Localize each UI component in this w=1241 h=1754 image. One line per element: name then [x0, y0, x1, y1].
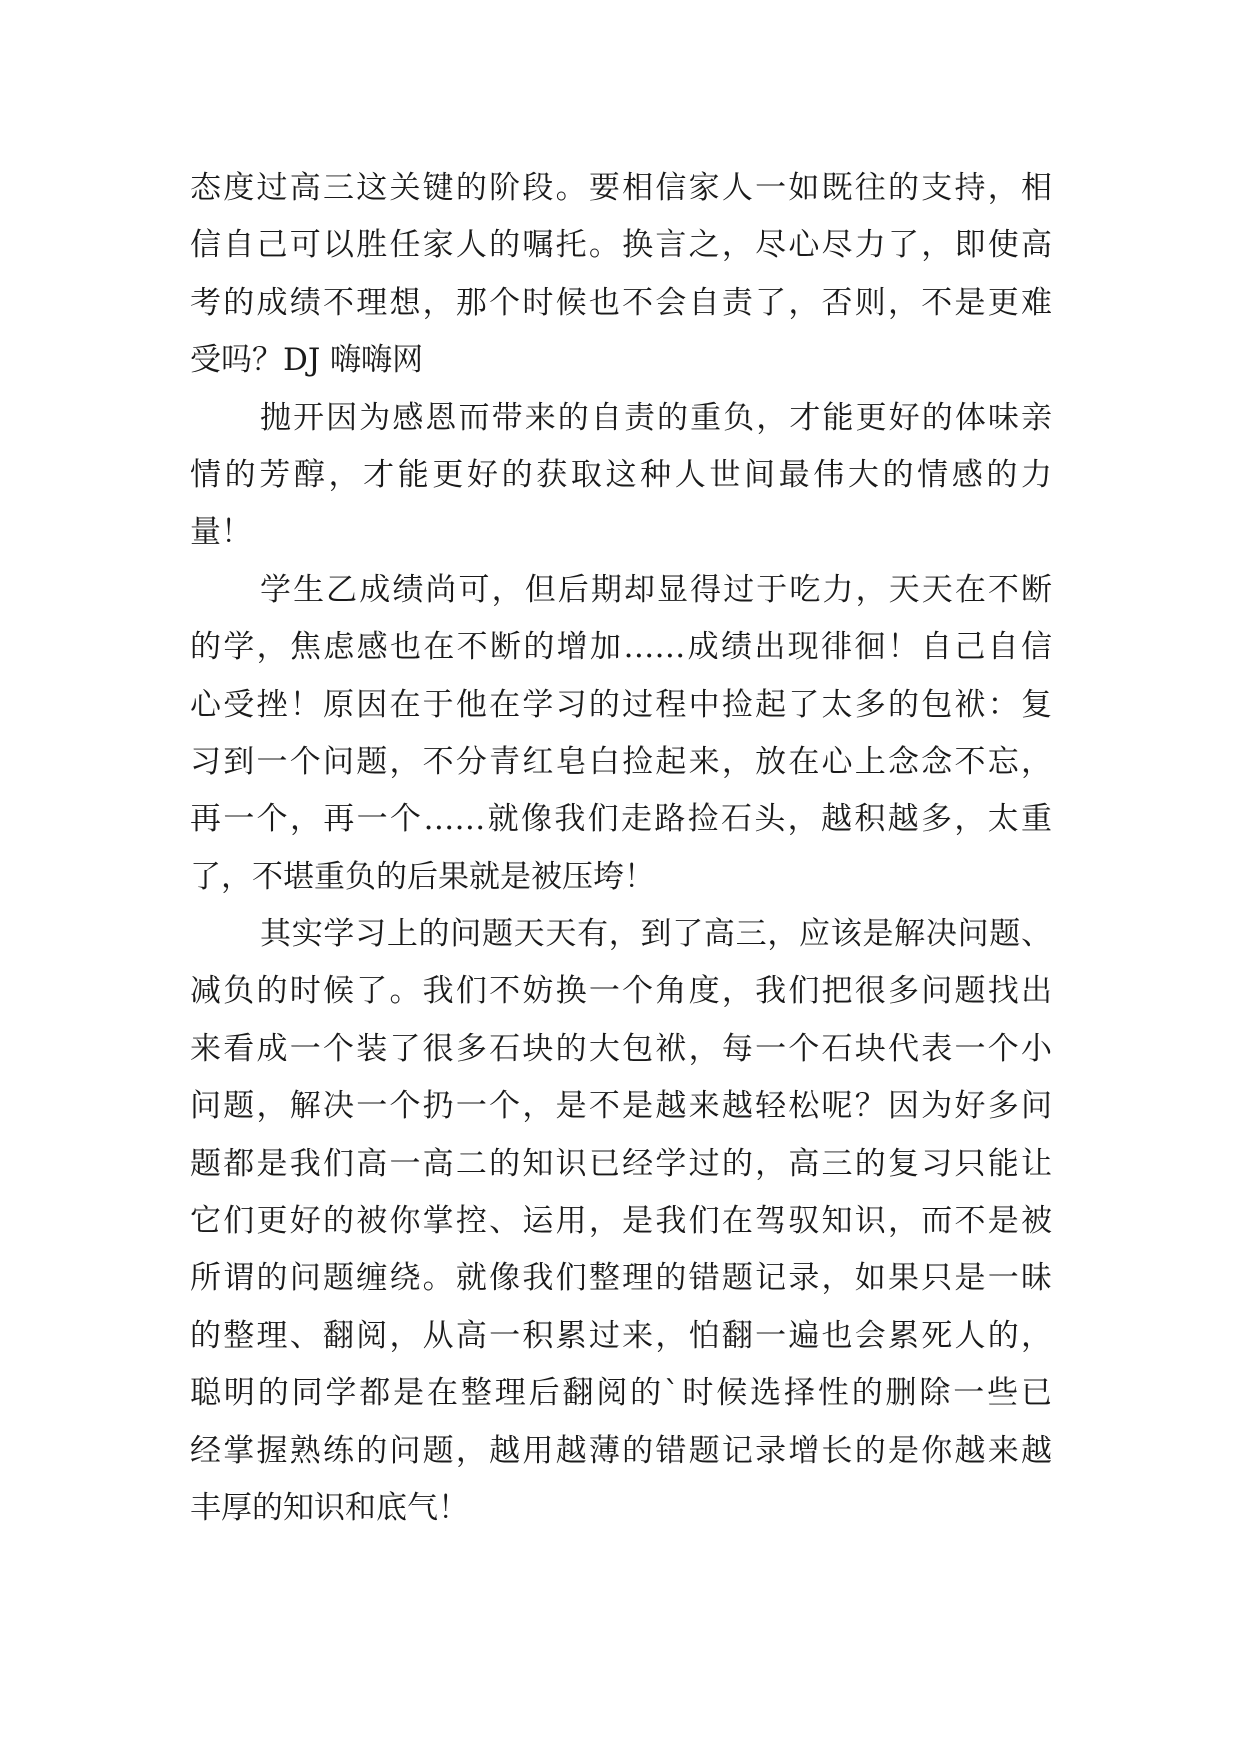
text-line: 所谓的问题缠绕。就像我们整理的错题记录，如果只是一昧	[190, 1260, 1052, 1297]
text-line: 信自己可以胜任家人的嘱托。换言之，尽心尽力了，即使高	[190, 227, 1052, 264]
text-line: 受吗？DJ 嗨嗨网	[190, 342, 424, 379]
text-line: 了，不堪重负的后果就是被压垮！	[190, 858, 655, 895]
text-line: 丰厚的知识和底气！	[190, 1489, 469, 1526]
text-line: 题都是我们高一高二的知识已经学过的，高三的复习只能让	[190, 1145, 1052, 1182]
text-line: 减负的时候了。我们不妨换一个角度，我们把很多问题找出	[190, 973, 1052, 1010]
text-line: 量！	[190, 514, 252, 551]
text-line: 学生乙成绩尚可，但后期却显得过于吃力，天天在不断	[260, 571, 1052, 608]
text-line: 的整理、翻阅，从高一积累过来，怕翻一遍也会累死人的，	[190, 1317, 1052, 1354]
paragraph	[190, 906, 1052, 1537]
text-line: 考的成绩不理想，那个时候也不会自责了，否则，不是更难	[190, 284, 1052, 321]
text-line: 再一个，再一个……就像我们走路捡石头，越积越多，太重	[190, 801, 1052, 838]
text-line: 情的芳醇，才能更好的获取这种人世间最伟大的情感的力	[190, 456, 1052, 493]
text-line: 习到一个问题，不分青红皂白捡起来，放在心上念念不忘，	[190, 743, 1052, 780]
text-line: 心受挫！原因在于他在学习的过程中捡起了太多的包袱：复	[190, 686, 1052, 723]
text-line: 态度过高三这关键的阶段。要相信家人一如既往的支持，相	[190, 170, 1052, 206]
text-line: 其实学习上的问题天天有，到了高三，应该是解决问题、	[260, 916, 1052, 953]
text-line: 经掌握熟练的问题，越用越薄的错题记录增长的是你越来越	[190, 1432, 1052, 1469]
text-line: 它们更好的被你掌控、运用，是我们在驾驭知识，而不是被	[190, 1203, 1052, 1240]
document-body	[190, 160, 1052, 1537]
paragraph	[190, 390, 1052, 562]
text-line: 的学，焦虑感也在不断的增加……成绩出现徘徊！自己自信	[190, 629, 1052, 666]
paragraph	[190, 562, 1052, 906]
text-line: 来看成一个装了很多石块的大包袱，每一个石块代表一个小	[190, 1030, 1052, 1067]
text-line: 问题，解决一个扔一个，是不是越来越轻松呢？因为好多问	[190, 1088, 1052, 1125]
text-line: 聪明的同学都是在整理后翻阅的`时候选择性的删除一些已	[190, 1375, 1052, 1412]
text-line: 抛开因为感恩而带来的自责的重负，才能更好的体味亲	[260, 399, 1052, 436]
paragraph	[190, 160, 1052, 390]
